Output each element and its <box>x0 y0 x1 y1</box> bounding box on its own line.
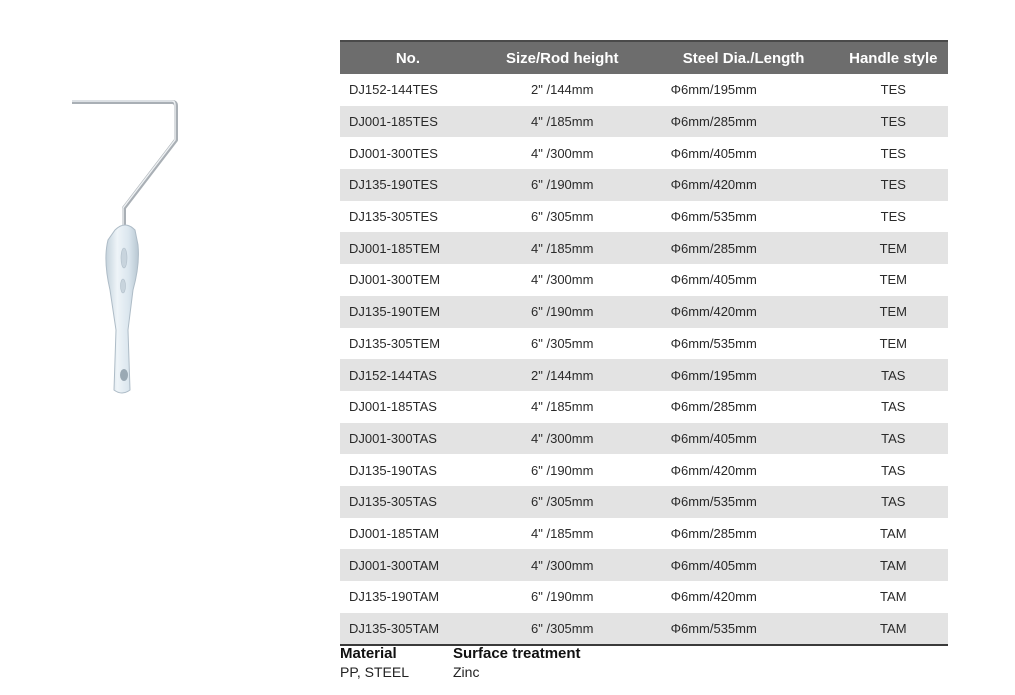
table-row <box>340 486 948 518</box>
surface-treatment-label: Surface treatment <box>453 645 581 662</box>
table-row <box>340 232 948 264</box>
cell-size-rod-height: 6" /190mm <box>531 462 594 478</box>
table-row <box>340 137 948 169</box>
cell-steel-dia-length: Φ6mm/535mm <box>670 209 757 225</box>
cell-handle-style: TEM <box>839 232 948 264</box>
cell-handle-style: TAM <box>839 549 948 581</box>
cell-size-rod-height: 6" /190mm <box>531 589 594 605</box>
material-value: PP, STEEL <box>340 664 410 680</box>
cell-no: DJ001-300TEM <box>349 272 441 288</box>
header-handle-style: Handle style <box>839 41 948 74</box>
cell-steel-dia-length: Φ6mm/535mm <box>670 335 757 351</box>
cell-size-rod-height: 4" /300mm <box>476 549 649 581</box>
cell-no: DJ135-190TEM <box>340 296 476 328</box>
header-size-rod-height: Size/Rod height <box>476 41 649 74</box>
cell-steel-dia-length: Φ6mm/285mm <box>670 525 757 541</box>
cell-no: DJ135-190TES <box>340 169 476 201</box>
table-row <box>340 423 948 455</box>
cell-handle-style: TES <box>839 169 948 201</box>
cell-steel-dia-length: Φ6mm/285mm <box>670 399 757 415</box>
cell-handle-style: TAS <box>881 462 906 478</box>
table-row <box>340 328 948 360</box>
cell-handle-style: TEM <box>879 335 908 351</box>
surface-treatment-block <box>453 645 581 680</box>
table-row <box>340 549 948 581</box>
cell-size-rod-height: 4" /185mm <box>476 232 649 264</box>
surface-treatment-value: Zinc <box>453 664 480 680</box>
paint-roller-frame-image <box>60 90 190 400</box>
header-steel-dia-length: Steel Dia./Length <box>649 41 839 74</box>
cell-no: DJ001-185TAM <box>349 525 440 541</box>
material-label: Material <box>340 645 397 662</box>
cell-size-rod-height: 6" /190mm <box>476 296 649 328</box>
cell-no: DJ152-144TAS <box>340 359 476 391</box>
cell-size-rod-height: 4" /185mm <box>476 106 649 138</box>
cell-steel-dia-length: Φ6mm/285mm <box>649 232 839 264</box>
cell-no: DJ135-305TAM <box>340 613 476 646</box>
cell-no: DJ001-300TES <box>349 145 438 161</box>
cell-steel-dia-length: Φ6mm/405mm <box>670 145 757 161</box>
cell-handle-style: TEM <box>839 296 948 328</box>
cell-no: DJ135-305TES <box>349 209 438 225</box>
cell-steel-dia-length: Φ6mm/405mm <box>649 549 839 581</box>
cell-handle-style: TAM <box>880 589 907 605</box>
cell-size-rod-height: 4" /300mm <box>531 145 594 161</box>
cell-handle-style: TAS <box>839 486 948 518</box>
cell-size-rod-height: 6" /190mm <box>476 169 649 201</box>
cell-handle-style: TAS <box>839 423 948 455</box>
cell-no: DJ135-190TAS <box>349 462 437 478</box>
cell-steel-dia-length: Φ6mm/420mm <box>670 589 757 605</box>
cell-no: DJ001-185TES <box>340 106 476 138</box>
cell-size-rod-height: 2" /144mm <box>531 82 594 98</box>
table-row <box>340 169 948 201</box>
cell-size-rod-height: 2" /144mm <box>476 359 649 391</box>
cell-no: DJ001-300TAM <box>340 549 476 581</box>
table-row <box>340 581 948 613</box>
cell-steel-dia-length: Φ6mm/420mm <box>670 462 757 478</box>
cell-steel-dia-length: Φ6mm/420mm <box>649 169 839 201</box>
table-row <box>340 74 948 106</box>
cell-no: DJ135-190TAM <box>349 589 440 605</box>
cell-steel-dia-length: Φ6mm/405mm <box>649 423 839 455</box>
table-header-row <box>340 41 948 74</box>
cell-no: DJ001-185TEM <box>340 232 476 264</box>
cell-size-rod-height: 6" /305mm <box>531 335 594 351</box>
table-row <box>340 359 948 391</box>
table-row <box>340 518 948 550</box>
cell-size-rod-height: 6" /305mm <box>531 209 594 225</box>
cell-no: DJ135-305TAS <box>340 486 476 518</box>
cell-steel-dia-length: Φ6mm/535mm <box>649 613 839 646</box>
table-row <box>340 106 948 138</box>
cell-handle-style: TES <box>839 106 948 138</box>
cell-handle-style: TAM <box>839 613 948 646</box>
cell-handle-style: TAS <box>839 359 948 391</box>
cell-handle-style: TES <box>880 209 906 225</box>
cell-size-rod-height: 4" /185mm <box>531 525 594 541</box>
cell-steel-dia-length: Φ6mm/285mm <box>649 106 839 138</box>
table-row <box>340 391 948 423</box>
cell-handle-style: TES <box>880 82 906 98</box>
table-row <box>340 201 948 233</box>
cell-steel-dia-length: Φ6mm/535mm <box>649 486 839 518</box>
table-body <box>340 74 948 645</box>
cell-no: DJ001-300TAS <box>340 423 476 455</box>
cell-size-rod-height: 6" /305mm <box>476 486 649 518</box>
cell-steel-dia-length: Φ6mm/195mm <box>670 82 757 98</box>
header-no: No. <box>340 41 476 74</box>
cell-no: DJ001-185TAS <box>349 399 437 415</box>
cell-size-rod-height: 4" /185mm <box>531 399 594 415</box>
cell-handle-style: TAS <box>881 399 906 415</box>
material-block <box>340 645 409 680</box>
cell-size-rod-height: 4" /300mm <box>531 272 594 288</box>
table-row <box>340 454 948 486</box>
cell-handle-style: TES <box>880 145 906 161</box>
table-row <box>340 613 948 646</box>
table-row <box>340 296 948 328</box>
table-row <box>340 264 948 296</box>
cell-steel-dia-length: Φ6mm/195mm <box>649 359 839 391</box>
cell-steel-dia-length: Φ6mm/405mm <box>670 272 757 288</box>
specification-table <box>340 40 948 646</box>
paint-roller-frame-icon <box>60 90 190 400</box>
cell-size-rod-height: 4" /300mm <box>476 423 649 455</box>
cell-no: DJ135-305TEM <box>349 335 441 351</box>
cell-no: DJ152-144TES <box>349 82 438 98</box>
cell-handle-style: TAM <box>880 525 907 541</box>
cell-size-rod-height: 6" /305mm <box>476 613 649 646</box>
cell-steel-dia-length: Φ6mm/420mm <box>649 296 839 328</box>
cell-handle-style: TEM <box>879 272 908 288</box>
